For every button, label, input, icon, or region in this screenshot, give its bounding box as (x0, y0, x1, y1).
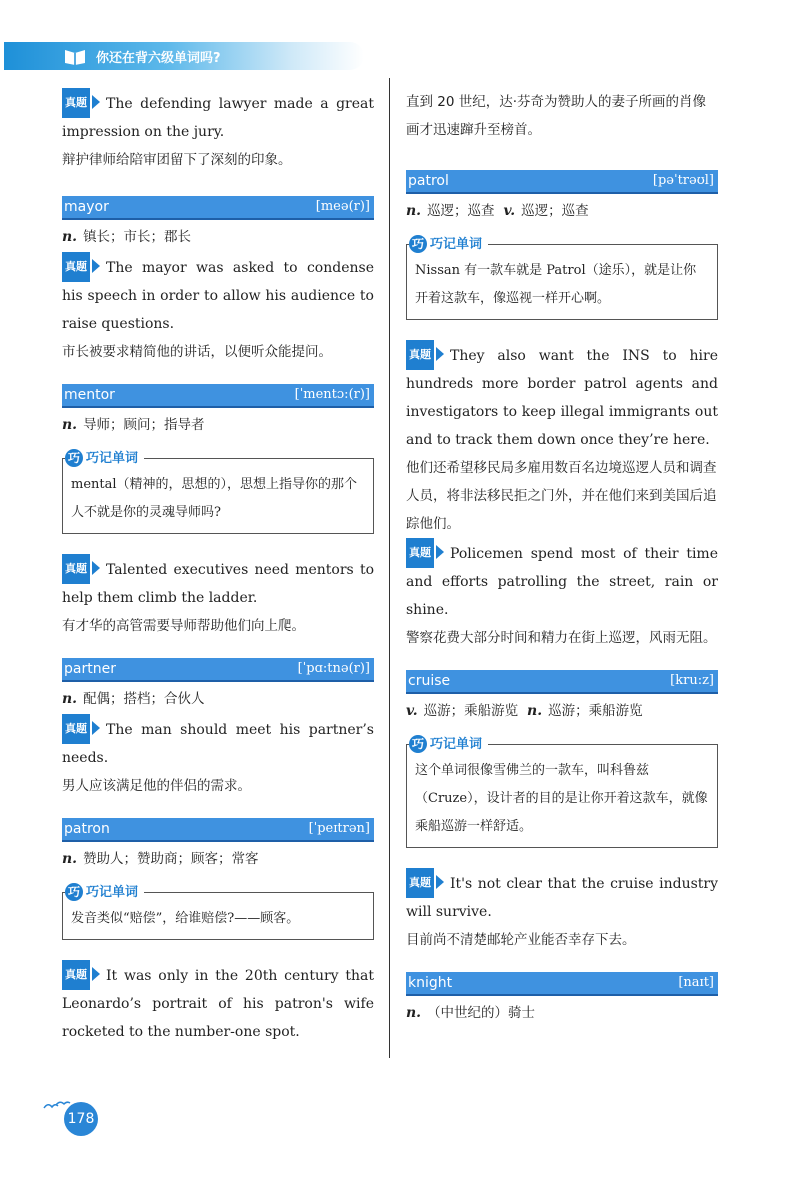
entry-definition: v. 巡游；乘船游览 n. 巡游；乘船游览 (406, 703, 643, 719)
entry-definition: n. 赞助人；赞助商；顾客；常客 (62, 851, 259, 867)
zhenti-tag: 真题 (62, 88, 90, 118)
entry-mayor (62, 196, 374, 218)
example-sentence: 真题 They also want the INS to hire hundreds more border patrol agents and investigators to keep illegal immigrants out and to track them down once they’re here. (406, 340, 718, 454)
play-icon (92, 721, 100, 735)
entry-pronunciation: [naɪt] (678, 975, 714, 990)
qiao-icon: 巧 (409, 735, 427, 753)
memory-tip-label: 巧 巧记单词 (65, 445, 144, 473)
entry-mentor (62, 384, 374, 406)
entry-word: mayor (64, 199, 109, 215)
entry-word: cruise (408, 673, 451, 689)
entry-patrol (406, 170, 718, 192)
play-icon (92, 259, 100, 273)
entry-word: mentor (64, 387, 115, 403)
zhenti-tag: 真题 (406, 340, 434, 370)
memory-tip-text: 这个单词很像雪佛兰的一款车，叫科鲁兹（Cruze），设计者的目的是让你开着这款车，就像乘船巡游一样舒适。 (415, 763, 708, 834)
entry-pronunciation: [meə(r)] (315, 199, 370, 214)
entry-word: patrol (408, 173, 449, 189)
header-title: 你还在背六级单词吗? (96, 51, 221, 66)
example-translation: 男人应该满足他的伴侣的需求。 (62, 778, 251, 794)
zhenti-tag: 真题 (62, 960, 90, 990)
example-sentence: 真题 It was only in the 20th century that Leonardo’s portrait of his patron's wife rocketed to the number-one spot. (62, 960, 374, 1046)
qiao-icon: 巧 (65, 883, 83, 901)
memory-tip-label: 巧 巧记单词 (65, 879, 144, 907)
entry-definition: n. 巡逻；巡查 v. 巡逻；巡查 (406, 203, 589, 219)
left-column (62, 88, 374, 1046)
entry-knight (406, 972, 718, 994)
memory-tip-text: mental（精神的，思想的），思想上指导你的那个人不就是你的灵魂导师吗? (71, 477, 358, 520)
entry-definition: n. 镇长；市长；郡长 (62, 229, 192, 245)
entry-pronunciation: [kru:z] (670, 673, 714, 688)
example-translation: 市长被要求精简他的讲话，以便听众能提问。 (62, 344, 332, 360)
play-icon (436, 347, 444, 361)
page-number: 178 (64, 1102, 98, 1136)
example-sentence: 真题 Talented executives need mentors to help them climb the ladder. (62, 554, 374, 612)
entry-definition: n. 导师；顾问；指导者 (62, 417, 205, 433)
entry-partner (62, 658, 374, 680)
example-sentence: 真题 The defending lawyer made a great impression on the jury. (62, 88, 374, 146)
memory-tip-text: Nissan 有一款车就是 Patrol（途乐），就是让你开着这款车，像巡视一样开心啊。 (415, 263, 697, 306)
memory-tip-text: 发音类似“赔偿”，给谁赔偿?——顾客。 (71, 911, 300, 926)
memory-tip-label: 巧 巧记单词 (409, 731, 488, 759)
zhenti-tag: 真题 (62, 714, 90, 744)
entry-pronunciation: [ˈmentɔ:(r)] (294, 387, 370, 402)
column-divider (389, 78, 390, 1058)
example-sentence: 真题 The man should meet his partner’s needs. (62, 714, 374, 772)
zhenti-tag: 真题 (62, 554, 90, 584)
entry-pronunciation: [ˈpeɪtrən] (308, 821, 370, 836)
zhenti-tag: 真题 (62, 252, 90, 282)
memory-tip-box (62, 451, 374, 534)
qiao-icon: 巧 (409, 235, 427, 253)
play-icon (92, 95, 100, 109)
right-column (406, 88, 718, 1028)
example-sentence: 真题 The mayor was asked to condense his speech in order to allow his audience to raise questions. (62, 252, 374, 338)
zhenti-tag: 真题 (406, 538, 434, 568)
memory-tip-box (406, 237, 718, 320)
entry-word: patron (64, 821, 110, 837)
memory-tip-box (62, 885, 374, 940)
entry-definition: n. 配偶；搭档；合伙人 (62, 691, 205, 707)
example-translation: 警察花费大部分时间和精力在街上巡逻，风雨无阻。 (406, 630, 717, 646)
entry-definition: n. （中世纪的）骑士 (406, 1005, 536, 1021)
memory-tip-box (406, 737, 718, 848)
memory-tip-label: 巧 巧记单词 (409, 231, 488, 259)
entry-cruise (406, 670, 718, 692)
example-translation: 他们还希望移民局多雇用数百名边境巡逻人员和调查人员，将非法移民拒之门外，并在他们来到美国后追踪他们。 (406, 460, 717, 532)
example-sentence: 真题 Policemen spend most of their time and efforts patrolling the street, rain or shine. (406, 538, 718, 624)
header-banner (4, 42, 364, 70)
play-icon (92, 561, 100, 575)
play-icon (436, 875, 444, 889)
example-translation: 目前尚不清楚邮轮产业能否幸存下去。 (406, 932, 636, 948)
example-translation: 辩护律师给陪审团留下了深刻的印象。 (62, 152, 292, 168)
qiao-icon: 巧 (65, 449, 83, 467)
entry-patron (62, 818, 374, 840)
zhenti-tag: 真题 (406, 868, 434, 898)
example-translation: 直到 20 世纪，达·芬奇为赞助人的妻子所画的肖像画才迅速蹿升至榜首。 (406, 94, 707, 138)
entry-pronunciation: [pəˈtrəʊl] (652, 173, 714, 188)
entry-word: partner (64, 661, 116, 677)
play-icon (92, 967, 100, 981)
entry-word: knight (408, 975, 453, 991)
entry-pronunciation: [ˈpɑ:tnə(r)] (297, 661, 370, 676)
example-sentence: 真题 It's not clear that the cruise industry will survive. (406, 868, 718, 926)
example-translation: 有才华的高管需要导师帮助他们向上爬。 (62, 618, 305, 634)
book-icon (64, 47, 86, 65)
play-icon (436, 545, 444, 559)
